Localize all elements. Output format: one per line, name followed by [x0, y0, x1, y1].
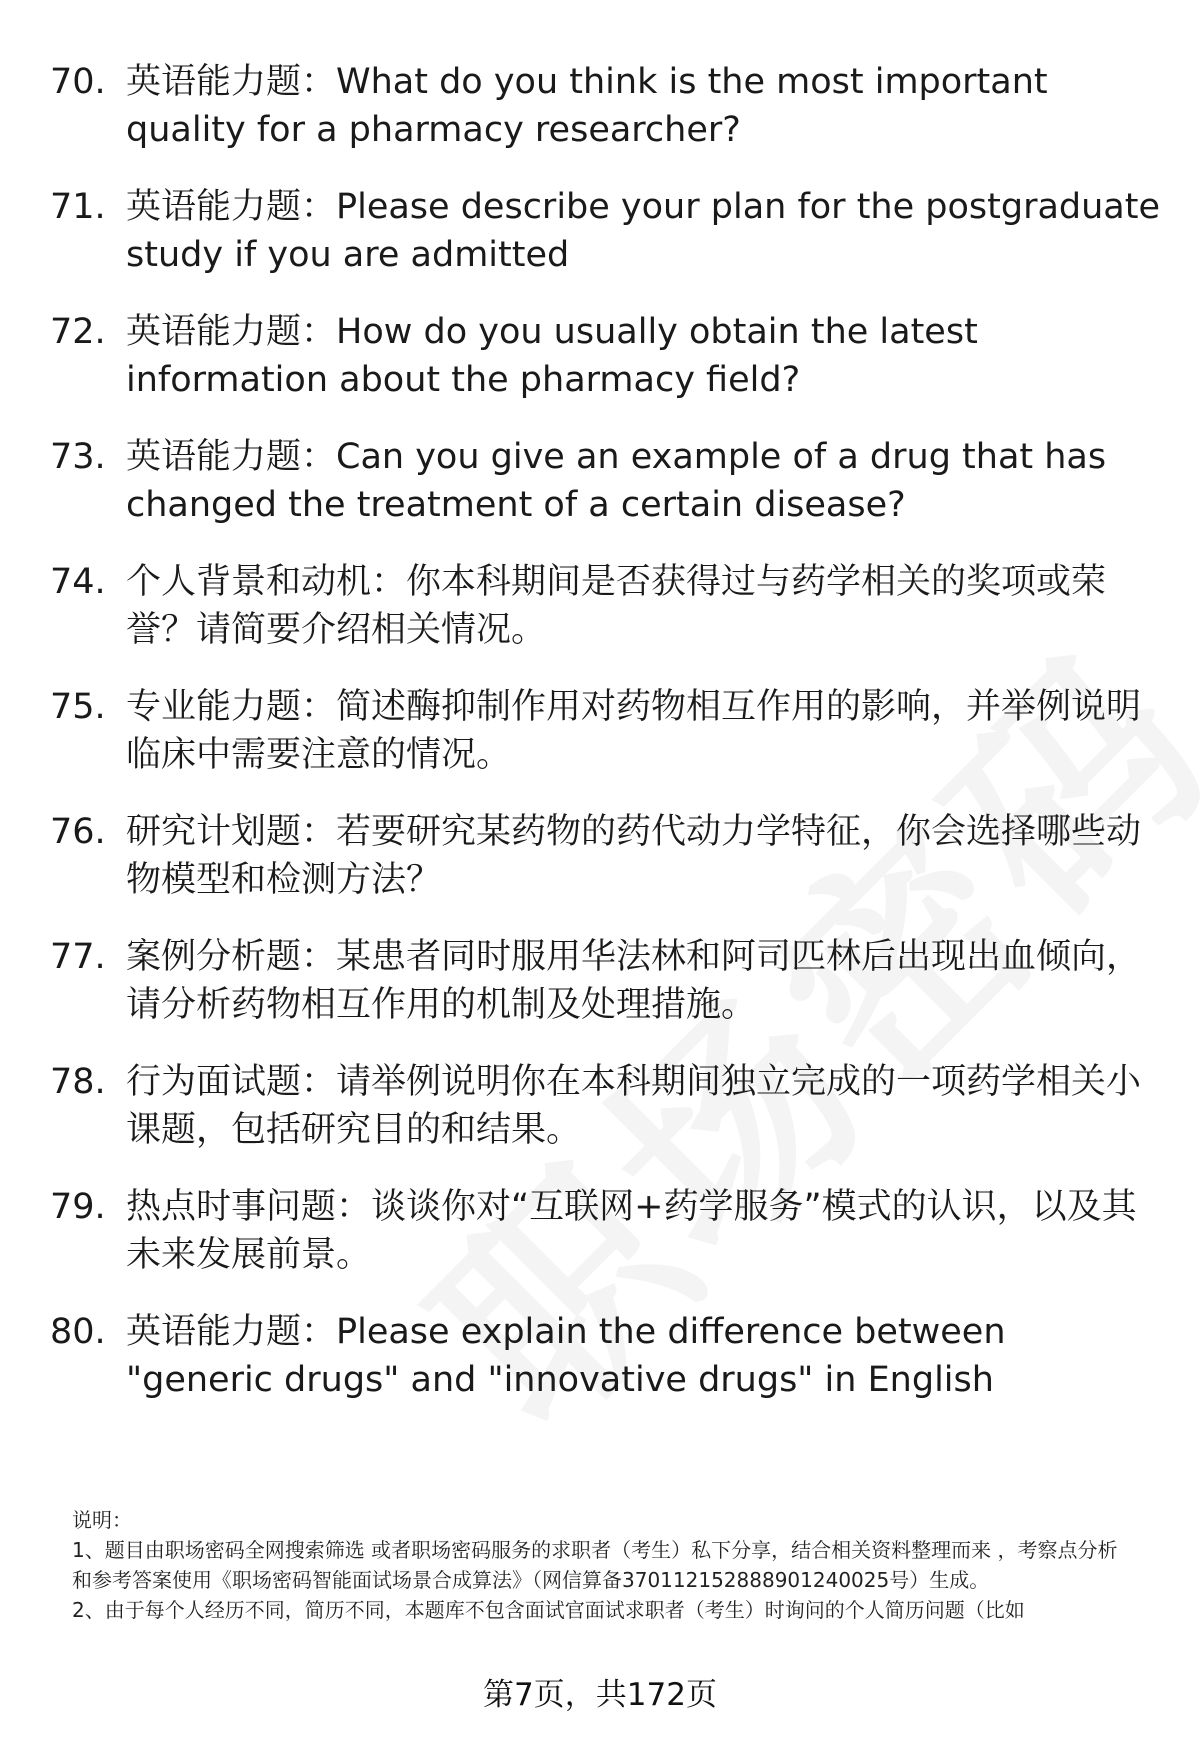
question-text: 研究计划题：若要研究某药物的药代动力学特征，你会选择哪些动物模型和检测方法？ — [126, 812, 1142, 900]
question-item — [50, 58, 1160, 154]
question-number: 78. — [50, 1062, 106, 1102]
question-item — [50, 808, 1160, 904]
question-number: 70. — [50, 62, 106, 102]
question-item — [50, 183, 1160, 279]
question-text: 英语能力题：What do you think is the most important quality for a pharmacy researcher? — [126, 62, 1048, 150]
question-list — [50, 58, 1160, 1433]
question-item — [50, 1058, 1160, 1154]
question-number: 79. — [50, 1187, 106, 1227]
notes-section — [72, 1505, 1132, 1625]
question-number: 74. — [50, 562, 106, 602]
question-number: 75. — [50, 687, 106, 727]
question-text: 英语能力题：Please explain the difference between "generic drugs" and "innovative drugs" in English — [126, 1312, 1006, 1400]
question-number: 71. — [50, 187, 106, 227]
question-text: 专业能力题：简述酶抑制作用对药物相互作用的影响，并举例说明临床中需要注意的情况。 — [126, 687, 1142, 775]
question-item — [50, 1308, 1160, 1404]
question-item — [50, 933, 1160, 1029]
question-text: 个人背景和动机：你本科期间是否获得过与药学相关的奖项或荣誉？请简要介绍相关情况。 — [126, 562, 1107, 650]
question-number: 77. — [50, 937, 106, 977]
notes-heading: 说明： — [72, 1508, 132, 1532]
question-item — [50, 558, 1160, 654]
notes-item: 1、题目由职场密码全网搜索筛选 或者职场密码服务的求职者（考生）私下分享，结合相关资料整理而来 ，考察点分析和参考答案使用《职场密码智能面试场景合成算法》（网信算备370112152888901240025号）生成。 — [72, 1538, 1118, 1592]
question-text: 热点时事问题：谈谈你对“互联网+药学服务”模式的认识，以及其未来发展前景。 — [126, 1187, 1137, 1275]
question-text: 行为面试题：请举例说明你在本科期间独立完成的一项药学相关小课题，包括研究目的和结果。 — [126, 1062, 1142, 1150]
page-number: 第7页，共172页 — [483, 1677, 717, 1713]
question-number: 80. — [50, 1312, 106, 1352]
question-text: 案例分析题：某患者同时服用华法林和阿司匹林后出现出血倾向，请分析药物相互作用的机制及处理措施。 — [126, 937, 1142, 1025]
question-text: 英语能力题：Can you give an example of a drug that has changed the treatment of a certain disease? — [126, 437, 1107, 525]
question-item — [50, 1183, 1160, 1279]
question-text: 英语能力题：Please describe your plan for the postgraduate study if you are admitted — [126, 187, 1161, 275]
question-item — [50, 433, 1160, 529]
question-number: 72. — [50, 312, 106, 352]
notes-item: 2、由于每个人经历不同，简历不同，本题库不包含面试官面试求职者（考生）时询问的个人简历问题（比如 — [72, 1598, 1025, 1622]
question-text: 英语能力题：How do you usually obtain the latest information about the pharmacy field? — [126, 312, 978, 400]
question-item — [50, 683, 1160, 779]
question-number: 76. — [50, 812, 106, 852]
question-number: 73. — [50, 437, 106, 477]
question-item — [50, 308, 1160, 404]
